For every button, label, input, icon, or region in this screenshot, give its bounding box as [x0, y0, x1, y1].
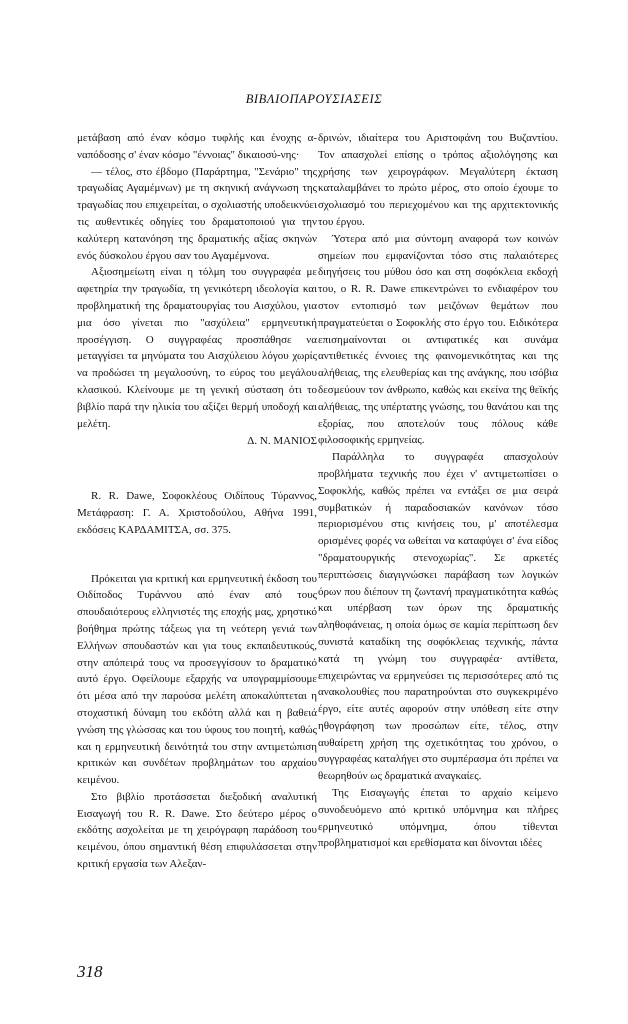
body-paragraph: Πρόκειται για κριτική και ερμηνευτική έκδοση του Οιδίποδος Τυράννου από έναν από τους σπουδαιότερους ελληνιστές της εποχής μας, χρηστικό βοήθημα πρώτης τάξεως για τη νεότερη γενιά των Ελλήνων σπουδαστών και για τους εκπαιδευτικούς, στην απόπειρά τους να προσεγγίσουν το δραματικό αυτό έργο. Οφείλουμε εξαρχής να υπογραμμίσουμε ότι μέσα από την παρούσα μελέτη αποκαλύπτεται η στοχαστική δύναμη του εκδότη αλλά και η βαθειά γνώση της γλώσσας και του ύφους του ποιητή, καθώς και η ερμηνευτική δεινότητά του στην αντιμετώπιση κριτικών και συνδέτων προβλημάτων του αρχαίου κειμένου.	[77, 572, 317, 787]
right-column	[318, 130, 558, 852]
section-gap	[77, 539, 317, 571]
reviewer-signature: Δ. Ν. ΜΑΝΙΟΣ	[247, 435, 317, 448]
body-paragraph: μετάβαση από έναν κόσμο τυφλής και ένοχης α-ναπόδοσης σ' έναν κόσμο "έννοιας" δικαιοσύ-νης·	[77, 132, 317, 161]
body-paragraph: δρινών, ιδιαίτερα του Αριστοφάνη του Βυζαντίου. Τον απασχολεί επίσης ο τρόπος αξιολόγησης και χρήσης των χειρογράφων. Μεγαλύτερη έκταση καταλαμβάνει το πρώτο μέρος, στο οποίο έχουμε το σχολιασμό του περιεχομένου και της αρχιτεκτονικής του έργου.	[318, 132, 558, 228]
body-paragraph: Της Εισαγωγής έπεται το αρχαίο κείμενο συνοδευόμενο από κριτικό υπόμνημα και πλήρες ερμηνευτικό υπόμνημα, όπου τίθενται προβληματισμοί και ερεθίσματα και δίνονται ιδέες	[318, 787, 558, 850]
body-paragraph: Παράλληλα το συγγραφέα απασχολούν προβλήματα τεχνικής που έχει ν' αντιμετωπίσει ο Σοφοκλής, καθώς πρέπει να εντάξει σε μια σειρά συμβατικών ή παραδοσιακών κανόνων τόσο περιορισμένου στις κινήσεις του, μ' αποτέλεσμα ορισμένες φορές να ωθείται να καταφύγει σ' ένα είδος "δραματουργικής στενοχωρίας". Σε αρκετές περιπτώσεις διαγιγνώσκει παράβαση των λογικών όρων που διέπουν τη ζωντανή πραγματικότητα καθώς και υπέρβαση των όρων της δραματικής αληθοφάνειας, η οποία όμως σε καμία περίπτωση δεν συνιστά καταδίκη της σοφόκλειας τεχνικής, πάντα κατά τη γνώμη του συγγραφέα· αντίθετα, επιχειρώντας να ερμηνεύσει τις περισσότερες από τις ανακολουθίες που παρατηρούνται στο συγκεκριμένο έργο, είτε αυτές αφορούν στην υπόθεση είτε στην ηθογράφηση των προσώπων είτε, τέλος, στην αυθαίρετη χρήση της σχετικότητας του χρόνου, ο συγγραφέας καταλήγει στο συμπέρασμα ότι πρέπει να θεωρηθούν ως δραματικά αναγκαίες.	[318, 451, 558, 783]
running-head: ΒΙΒΛΙΟΠΑΡΟΥΣΙΑΣΕΙΣ	[245, 92, 383, 106]
body-paragraph: Αξιοσημείωτη είναι η τόλμη του συγγραφέα με αφετηρία την τραγωδία, τη γενικότερη ιδεολογία και προβληματική της δραματουργίας του Αισχύλου, για μια όσο γίνεται πιο "ασχύλεια" ερμηνευτική προσέγγιση. Ο συγγραφέας προσπάθησε να μεταγγίσει τα μηνύματα του Αισχύλειου λόγου χωρίς να προδώσει τη μεγαλοσύνη, το εύρος του μεγάλου κλασικού. Κλείνουμε με τη γενική σύσταση ότι το βιβλίο παρά την ηλικία του αξίζει θερμή υποδοχή και μελέτη.	[77, 266, 317, 430]
page-number: 318	[77, 962, 103, 981]
left-column	[77, 130, 317, 873]
body-paragraph: Στο βιβλίο προτάσσεται διεξοδική αναλυτική Εισαγωγή του R. R. Dawe. Στο δεύτερο μέρος ο εκδότης ασχολείται με τη χειρόγραφη παράδοση του κειμένου, όπου σημαντική θέση επιφυλάσσεται στην κριτική εργασία των Αλεξαν-	[77, 790, 317, 871]
body-paragraph: — τέλος, στο έβδομο (Παράρτημα, "Σενάριο" της τραγωδίας Αγαμέμνων) με τη σκηνική ανάγνωση της τραγωδίας που επιχειρείται, ο σχολιαστής υποδεικνύει τις αυθεντικές οδηγίες του δραματοποιού για την καλύτερη κατανόηση της δραματικής αξίας σκηνών ενός δύσκολου έργου σαν του Αγαμέμνονα.	[77, 165, 317, 262]
body-paragraph: Ύστερα από μια σύντομη αναφορά των κοινών σημείων που εμφανίζονται τόσο στις παλαιότερες διηγήσεις του μύθου όσο και στη σοφόκλεια εκδοχή του, ο R. R. Dawe επικεντρώνει το ενδιαφέρον του στον εντοπισμό των μειζόνων θεμάτων που πραγματεύεται ο Σοφοκλής στο έργο του. Ειδικότερα επισημαίνονται οι αντιφατικές και συνάμα αντιθετικές έννοιες της φαινομενικότητας και της αλήθειας, της ελευθερίας και της ανάγκης, που ισόβια δεσμεύουν τον άνθρωπο, καθώς και εκείνα της θεϊκής αλήθειας, της υπέρτατης γνώσης, του θανάτου και της εξορίας, που αποτελούν τους πόλους κάθε φιλοσοφικής ερμηνείας.	[318, 232, 558, 447]
section-gap	[77, 450, 317, 488]
book-citation: R. R. Dawe, Σοφοκλέους Οιδίπους Τύραννος, Μετάφραση: Γ. Α. Χριστοδούλου, Αθήνα 1991, εκδόσεις ΚΑΡΔΑΜΙΤΣΑ, σσ. 375.	[77, 490, 317, 536]
